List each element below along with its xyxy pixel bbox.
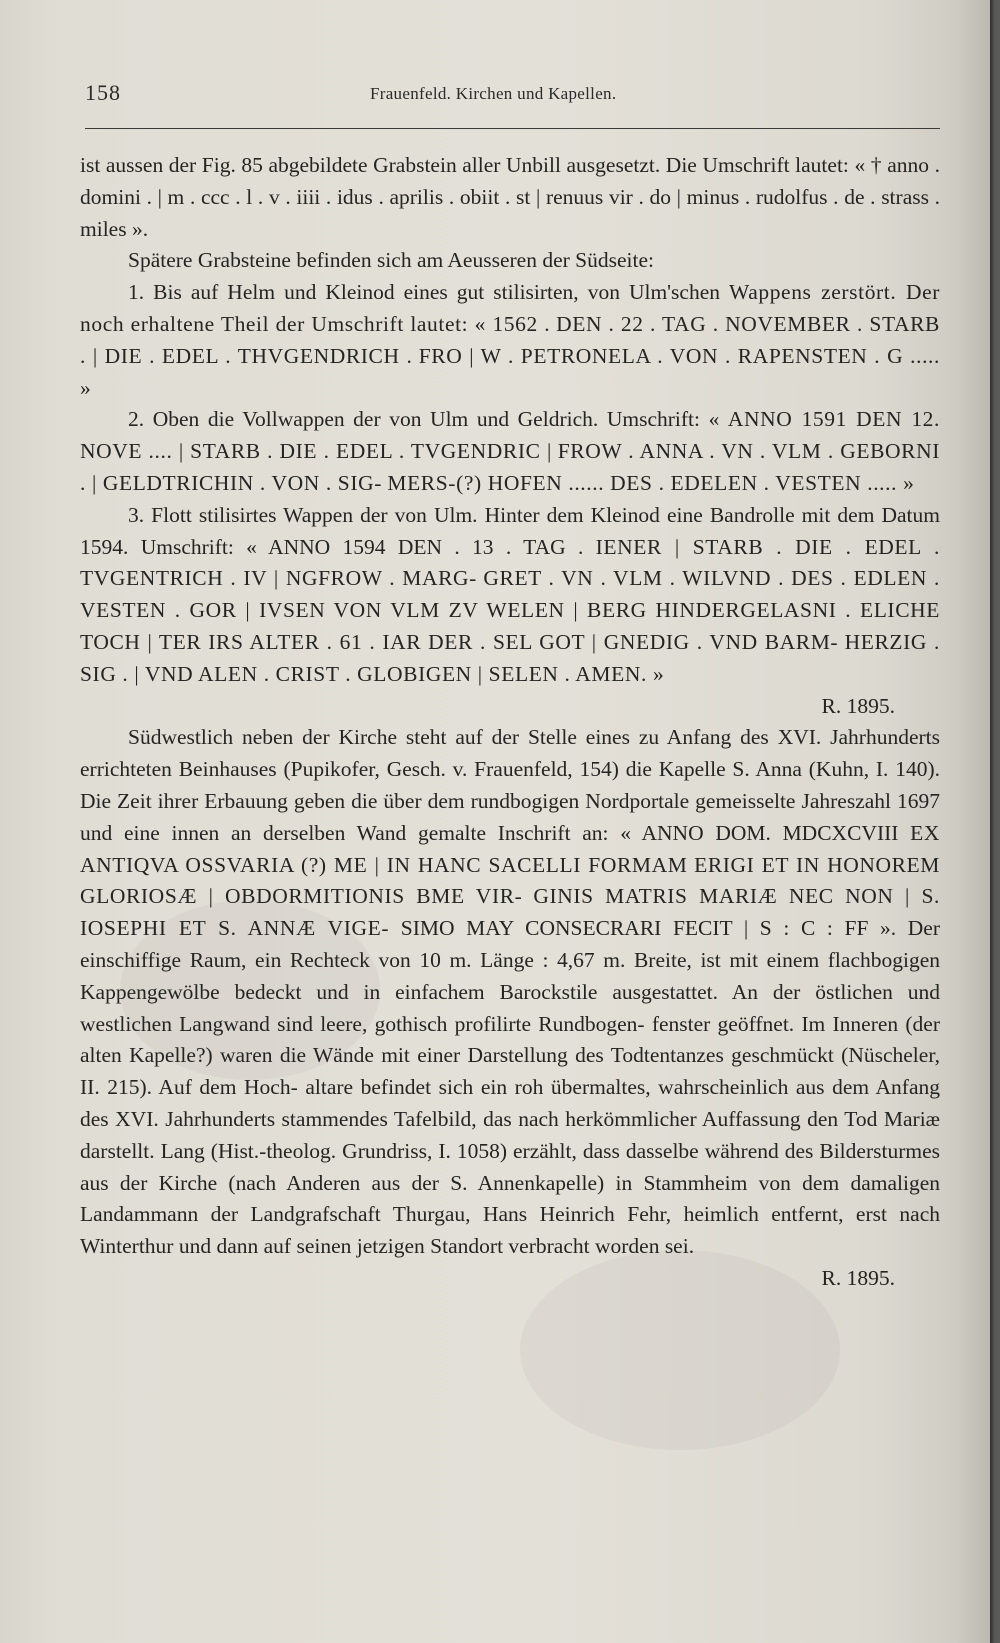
text-line: den Tod Mariæ darstellt. Lang (Hist.-theolog. Grundriss, I. 1058) erzählt, [80, 1106, 941, 1163]
running-header [85, 80, 940, 114]
text-line: DEN . 22 . TAG . NOVEMBER . STARB . | DIE . EDEL . THVGENDRICH . [80, 311, 940, 368]
text-line: HERZIG . SIG . | VND ALEN . CRIST . GLOBIGEN | SELEN . AMEN. » [80, 629, 941, 686]
text-line: fenster geöffnet. Im Inneren (der alten Kapelle?) waren die Wände mit einer [80, 1011, 940, 1068]
text-line: dass dasselbe während des Bildersturmes aus der Kirche (nach Anderen aus [80, 1138, 940, 1195]
paragraph-item-3 [80, 500, 940, 691]
text-line: Spätere Grabsteine befinden sich am Aeusseren der Südseite: [128, 248, 654, 273]
text-line: ein Rechteck von 10 m. Länge : 4,67 m. Breite, ist mit einem flachbogigen [255, 947, 941, 972]
signature-text: R. 1895. [821, 693, 895, 718]
text-line: 2. Oben die Vollwappen der von Ulm und Geldrich. Umschrift: [128, 407, 700, 432]
text-line: 3. Flott stilisirtes Wappen der von Ulm. Hinter dem Kleinod eine [128, 502, 703, 527]
text-line: VON VLM ZV WELEN | BERG HINDERGELASNI . ELICHE TOCH | [80, 598, 940, 654]
text-line: Bandrolle mit dem Datum 1594. Umschrift: « ANNO 1594 DEN . 13 . TAG . [80, 502, 940, 559]
paragraph-spaetere-grabsteine [80, 245, 940, 277]
running-title: Frauenfeld. Kirchen und Kapellen. [370, 84, 617, 103]
text-line: östlichen und westlichen Langwand sind leere, gothisch profilirte Rundbogen- [80, 979, 941, 1036]
paragraph-grabstein-intro [80, 150, 940, 245]
body-text [80, 150, 940, 1295]
signature-1 [80, 691, 940, 723]
text-line: Landgrafschaft Thurgau, Hans Heinrich Fehr, heimlich entfernt, erst nach [250, 1202, 940, 1227]
text-line: Wappens zerstört. Der noch erhaltene Theil der Umschrift lautet: « 1562 . [80, 280, 941, 336]
text-line: ist aussen der Fig. 85 abgebildete Grabstein aller Unbill ausgesetzt. Die [80, 153, 697, 177]
signature-text: R. 1895. [821, 1265, 895, 1290]
text-line: GRET . VN . VLM . WILVND . DES . EDLEN . VESTEN . GOR | IVSEN [80, 566, 941, 623]
text-line: Darstellung des Todtentanzes geschmückt (Nüscheler, II. 215). Auf dem Hoch- [80, 1043, 940, 1100]
text-line: der S. Annenkapelle) in Stammheim von dem damaligen Landammann der [80, 1170, 941, 1227]
paragraph-item-2 [80, 404, 940, 499]
text-line: EX ANTIQVA OSSVARIA (?) ME | IN HANC SACELLI FORMAM [80, 820, 941, 877]
text-line: die über dem rundbogigen Nordportale gemeisselte Jahreszahl 1697 und eine [80, 788, 941, 845]
text-line: SIMO MAY CONSECRARI FECIT | S : C : FF ». Der einschiffige Raum, [80, 916, 940, 972]
text-line: 154) die Kapelle S. Anna (Kuhn, I. 140). Die Zeit ihrer Erbauung geben [80, 757, 941, 813]
text-line: FRO | W . PETRONELA . VON . RAPENSTEN . G ..... » [80, 343, 940, 400]
signature-2 [80, 1263, 940, 1295]
text-line: Winterthur und dann auf seinen jetzigen Standort verbracht worden sei. [80, 1234, 695, 1259]
text-line: « ANNO 1591 DEN 12. NOVE .... | STARB . DIE . EDEL . TVGENDRIC | [80, 407, 940, 464]
text-line: Kappengewölbe bedeckt und in einfachem Barockstile ausgestattet. An der [80, 979, 801, 1004]
text-line: Umschrift lautet: « † anno . domini . | m . ccc . l . v . iiii . idus . aprilis . obiit . st | [80, 153, 940, 209]
text-line: altare befindet sich ein roh übermaltes, wahrscheinlich aus dem Anfang des [80, 1075, 940, 1131]
text-line: innen an derselben Wand gemalte Inschrift an: « ANNO DOM. MDCXCVIII [171, 820, 899, 845]
paragraph-kapelle-s-anna [80, 722, 940, 1263]
text-line: XVI. Jahrhunderts errichteten Beinhauses (Pupikofer, Gesch. v. Frauenfeld, [80, 725, 941, 782]
header-rule [85, 128, 940, 129]
text-line: MERS-(?) HOFEN ...... DES . EDELEN . VESTEN ..... » [387, 470, 915, 495]
paragraph-item-1 [80, 277, 940, 404]
text-line: 1. Bis auf Helm und Kleinod eines gut stilisirten, von Ulm'schen [128, 280, 721, 305]
text-line: GINIS MATRIS MARIÆ NEC NON | S. IOSEPHI ET S. ANNÆ VIGE- [80, 884, 940, 941]
text-line: renuus vir . do | minus . rudolfus . de . strass . miles ». [80, 184, 940, 241]
text-line: Südwestlich neben der Kirche steht auf der Stelle eines zu Anfang des [128, 725, 769, 750]
text-line: FROW . ANNA . VN . VLM . GEBORNI . | GELDTRICHIN . VON . SIG- [80, 439, 941, 495]
text-line: XVI. Jahrhunderts stammendes Tafelbild, das nach herkömmlicher Auffassung [115, 1106, 801, 1131]
text-line: IENER | STARB . DIE . EDEL . TVGENTRICH . IV | NGFROW . MARG- [80, 534, 940, 591]
text-line: TER IRS ALTER . 61 . IAR DER . SEL GOT | GNEDIG . VND BARM- [158, 629, 839, 654]
page-number: 158 [85, 80, 121, 105]
text-line: ERIGI ET IN HONOREM GLORIOSÆ | OBDORMITIONIS BME VIR- [80, 852, 940, 909]
page-edge-shadow [990, 0, 995, 1643]
